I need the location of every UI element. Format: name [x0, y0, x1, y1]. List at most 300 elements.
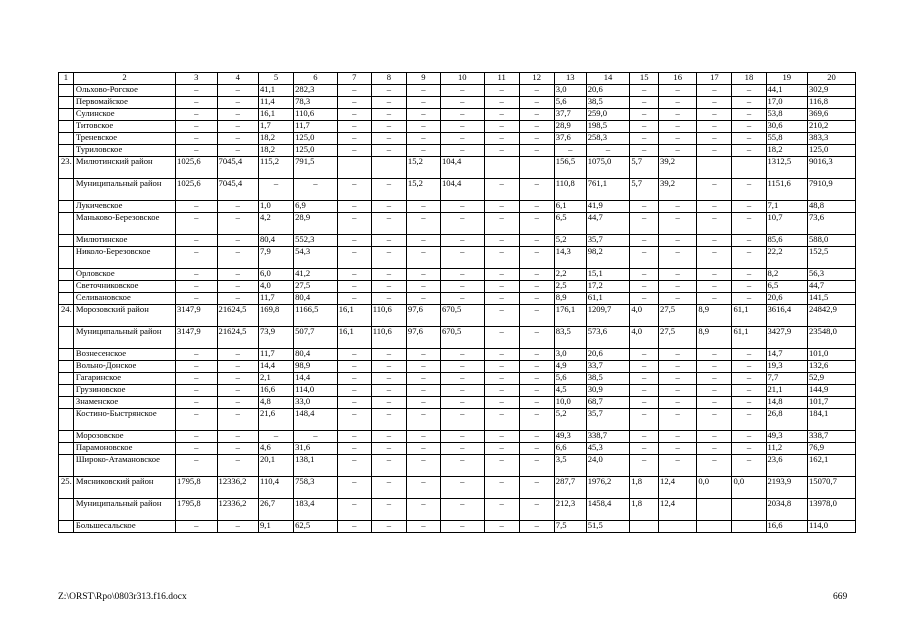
table-row: [59, 397, 856, 409]
value-cell: –: [371, 235, 406, 247]
value-cell: –: [484, 247, 519, 269]
value-cell: –: [697, 201, 732, 213]
value-cell: –: [440, 477, 484, 499]
column-number-15: 15: [630, 73, 659, 85]
value-cell: 1,7: [259, 121, 294, 133]
column-number-7: 7: [337, 73, 371, 85]
value-cell: –: [732, 97, 766, 109]
value-cell: –: [697, 121, 732, 133]
value-cell: [371, 157, 406, 179]
value-cell: 7,7: [766, 373, 807, 385]
value-cell: 44,7: [807, 281, 855, 293]
value-cell: –: [176, 409, 217, 431]
value-cell: –: [732, 361, 766, 373]
value-cell: 54,3: [294, 247, 338, 269]
value-cell: –: [176, 521, 217, 533]
column-number-19: 19: [766, 73, 807, 85]
table-row: [59, 327, 856, 349]
column-number-6: 6: [294, 73, 338, 85]
table-row: [59, 499, 856, 521]
value-cell: –: [371, 455, 406, 477]
row-number-cell: [59, 361, 74, 373]
value-cell: –: [176, 349, 217, 361]
value-cell: 670,5: [440, 327, 484, 349]
value-cell: 7,5: [554, 521, 586, 533]
value-cell: 3427,9: [766, 327, 807, 349]
value-cell: 28,9: [294, 213, 338, 235]
value-cell: 28,9: [554, 121, 586, 133]
table-row: [59, 213, 856, 235]
value-cell: –: [176, 373, 217, 385]
value-cell: –: [337, 85, 371, 97]
value-cell: –: [406, 269, 440, 281]
value-cell: 52,9: [807, 373, 855, 385]
value-cell: –: [484, 443, 519, 455]
row-number-cell: [59, 145, 74, 157]
value-cell: 110,6: [294, 109, 338, 121]
value-cell: 125,0: [294, 145, 338, 157]
value-cell: –: [697, 373, 732, 385]
value-cell: 37,7: [554, 109, 586, 121]
value-cell: 14,4: [294, 373, 338, 385]
value-cell: 26,7: [259, 499, 294, 521]
value-cell: 21,6: [259, 409, 294, 431]
value-cell: –: [337, 201, 371, 213]
value-cell: –: [337, 293, 371, 305]
value-cell: –: [371, 247, 406, 269]
value-cell: –: [371, 397, 406, 409]
value-cell: –: [406, 293, 440, 305]
value-cell: –: [659, 281, 697, 293]
value-cell: –: [484, 133, 519, 145]
value-cell: –: [519, 293, 554, 305]
value-cell: –: [519, 109, 554, 121]
value-cell: 369,6: [807, 109, 855, 121]
table-row: [59, 521, 856, 533]
value-cell: –: [217, 431, 258, 443]
value-cell: 552,3: [294, 235, 338, 247]
table-row: [59, 97, 856, 109]
value-cell: 10,7: [766, 213, 807, 235]
value-cell: 83,5: [554, 327, 586, 349]
value-cell: –: [217, 121, 258, 133]
value-cell: –: [484, 385, 519, 397]
value-cell: 80,4: [259, 235, 294, 247]
value-cell: –: [519, 235, 554, 247]
value-cell: 20,1: [259, 455, 294, 477]
value-cell: –: [732, 201, 766, 213]
value-cell: –: [406, 247, 440, 269]
value-cell: –: [484, 109, 519, 121]
territory-name-cell: Муниципальный район: [73, 327, 175, 349]
value-cell: 259,0: [586, 109, 630, 121]
territory-name-cell: Титовское: [73, 121, 175, 133]
table-row: [59, 201, 856, 213]
value-cell: 41,1: [259, 85, 294, 97]
value-cell: –: [176, 269, 217, 281]
value-cell: 2,1: [259, 373, 294, 385]
value-cell: –: [217, 145, 258, 157]
value-cell: –: [176, 201, 217, 213]
value-cell: –: [440, 443, 484, 455]
value-cell: –: [440, 293, 484, 305]
value-cell: –: [630, 85, 659, 97]
value-cell: 18,2: [259, 145, 294, 157]
value-cell: –: [406, 213, 440, 235]
value-cell: –: [697, 247, 732, 269]
value-cell: 4,5: [554, 385, 586, 397]
value-cell: [732, 521, 766, 533]
value-cell: –: [217, 281, 258, 293]
value-cell: 169,8: [259, 305, 294, 327]
column-number-4: 4: [217, 73, 258, 85]
value-cell: 53,8: [766, 109, 807, 121]
value-cell: –: [484, 281, 519, 293]
value-cell: –: [337, 443, 371, 455]
column-number-17: 17: [697, 73, 732, 85]
value-cell: 1075,0: [586, 157, 630, 179]
value-cell: –: [406, 521, 440, 533]
row-number-cell: [59, 133, 74, 145]
value-cell: 23548,0: [807, 327, 855, 349]
value-cell: –: [732, 293, 766, 305]
row-number-cell: [59, 409, 74, 431]
value-cell: –: [440, 269, 484, 281]
value-cell: –: [630, 201, 659, 213]
value-cell: 1458,4: [586, 499, 630, 521]
territory-name-cell: Широко-Атамановское: [73, 455, 175, 477]
value-cell: –: [371, 269, 406, 281]
value-cell: –: [519, 521, 554, 533]
value-cell: –: [406, 397, 440, 409]
value-cell: 11,2: [766, 443, 807, 455]
value-cell: 51,5: [586, 521, 630, 533]
value-cell: –: [519, 361, 554, 373]
row-number-cell: [59, 443, 74, 455]
value-cell: –: [697, 269, 732, 281]
data-table: [58, 72, 856, 533]
value-cell: –: [630, 443, 659, 455]
value-cell: –: [519, 477, 554, 499]
value-cell: –: [440, 361, 484, 373]
value-cell: 11,7: [259, 349, 294, 361]
value-cell: 1151,6: [766, 179, 807, 201]
value-cell: 4,2: [259, 213, 294, 235]
value-cell: –: [217, 455, 258, 477]
value-cell: –: [406, 97, 440, 109]
value-cell: –: [176, 281, 217, 293]
value-cell: 114,0: [294, 385, 338, 397]
value-cell: –: [697, 361, 732, 373]
value-cell: 39,2: [659, 179, 697, 201]
value-cell: –: [371, 201, 406, 213]
value-cell: –: [406, 281, 440, 293]
value-cell: [337, 157, 371, 179]
column-number-9: 9: [406, 73, 440, 85]
value-cell: –: [519, 443, 554, 455]
value-cell: –: [697, 385, 732, 397]
value-cell: 12,4: [659, 477, 697, 499]
column-number-11: 11: [484, 73, 519, 85]
value-cell: –: [732, 269, 766, 281]
value-cell: 1795,8: [176, 477, 217, 499]
value-cell: –: [484, 213, 519, 235]
value-cell: 35,7: [586, 409, 630, 431]
value-cell: –: [697, 349, 732, 361]
value-cell: 97,6: [406, 305, 440, 327]
value-cell: –: [659, 85, 697, 97]
value-cell: 41,9: [586, 201, 630, 213]
value-cell: –: [371, 121, 406, 133]
row-number-cell: [59, 281, 74, 293]
value-cell: 12336,2: [217, 499, 258, 521]
value-cell: 141,5: [807, 293, 855, 305]
value-cell: –: [554, 145, 586, 157]
value-cell: –: [337, 499, 371, 521]
value-cell: –: [630, 247, 659, 269]
table-row: [59, 455, 856, 477]
value-cell: –: [371, 477, 406, 499]
value-cell: 758,3: [294, 477, 338, 499]
column-number-10: 10: [440, 73, 484, 85]
value-cell: –: [630, 409, 659, 431]
table-row: [59, 443, 856, 455]
value-cell: 19,3: [766, 361, 807, 373]
row-number-cell: [59, 179, 74, 201]
value-cell: –: [519, 121, 554, 133]
row-number-cell: [59, 201, 74, 213]
value-cell: –: [659, 121, 697, 133]
value-cell: –: [440, 521, 484, 533]
value-cell: 4,0: [259, 281, 294, 293]
value-cell: –: [176, 109, 217, 121]
value-cell: –: [732, 247, 766, 269]
table-row: [59, 293, 856, 305]
value-cell: 0,0: [697, 477, 732, 499]
value-cell: –: [371, 521, 406, 533]
value-cell: –: [440, 409, 484, 431]
value-cell: –: [337, 213, 371, 235]
value-cell: 8,9: [554, 293, 586, 305]
value-cell: –: [337, 121, 371, 133]
value-cell: 138,1: [294, 455, 338, 477]
value-cell: 4,6: [259, 443, 294, 455]
territory-name-cell: Треневское: [73, 133, 175, 145]
value-cell: –: [406, 121, 440, 133]
value-cell: 588,0: [807, 235, 855, 247]
value-cell: –: [732, 349, 766, 361]
value-cell: –: [630, 281, 659, 293]
value-cell: –: [217, 269, 258, 281]
value-cell: –: [519, 281, 554, 293]
value-cell: –: [337, 133, 371, 145]
value-cell: 5,2: [554, 235, 586, 247]
value-cell: –: [659, 213, 697, 235]
row-number-cell: [59, 97, 74, 109]
value-cell: [484, 157, 519, 179]
territory-name-cell: Гагаринское: [73, 373, 175, 385]
column-number-14: 14: [586, 73, 630, 85]
column-number-5: 5: [259, 73, 294, 85]
value-cell: –: [659, 247, 697, 269]
value-cell: –: [371, 109, 406, 121]
footer-file-path: Z:\ORST\Rpo\0803r313.f16.docx: [58, 592, 187, 602]
value-cell: 7,9: [259, 247, 294, 269]
value-cell: 97,6: [406, 327, 440, 349]
value-cell: –: [406, 85, 440, 97]
value-cell: 1,0: [259, 201, 294, 213]
value-cell: –: [440, 349, 484, 361]
value-cell: –: [440, 121, 484, 133]
value-cell: –: [659, 269, 697, 281]
territory-name-cell: Маньково-Березовское: [73, 213, 175, 235]
column-number-20: 20: [807, 73, 855, 85]
value-cell: 20,6: [586, 85, 630, 97]
value-cell: 125,0: [294, 133, 338, 145]
value-cell: 6,9: [294, 201, 338, 213]
value-cell: 7045,4: [217, 179, 258, 201]
territory-name-cell: Грузиновское: [73, 385, 175, 397]
value-cell: 1795,8: [176, 499, 217, 521]
value-cell: 61,1: [732, 305, 766, 327]
value-cell: –: [630, 133, 659, 145]
value-cell: –: [519, 247, 554, 269]
value-cell: 132,6: [807, 361, 855, 373]
value-cell: –: [519, 97, 554, 109]
value-cell: –: [630, 361, 659, 373]
value-cell: –: [371, 499, 406, 521]
value-cell: –: [176, 455, 217, 477]
value-cell: 11,7: [259, 293, 294, 305]
value-cell: –: [259, 179, 294, 201]
value-cell: 8,9: [697, 327, 732, 349]
value-cell: 5,7: [630, 157, 659, 179]
value-cell: –: [697, 443, 732, 455]
value-cell: 5,2: [554, 409, 586, 431]
table-header-row: [59, 73, 856, 85]
value-cell: 17,2: [586, 281, 630, 293]
value-cell: –: [659, 201, 697, 213]
value-cell: 184,1: [807, 409, 855, 431]
value-cell: 6,1: [554, 201, 586, 213]
value-cell: –: [176, 97, 217, 109]
value-cell: –: [732, 385, 766, 397]
value-cell: 507,7: [294, 327, 338, 349]
value-cell: –: [659, 293, 697, 305]
row-number-cell: [59, 349, 74, 361]
value-cell: –: [217, 385, 258, 397]
value-cell: 15070,7: [807, 477, 855, 499]
value-cell: –: [406, 235, 440, 247]
value-cell: –: [630, 269, 659, 281]
column-number-2: 2: [73, 73, 175, 85]
table-row: [59, 121, 856, 133]
value-cell: –: [371, 97, 406, 109]
value-cell: –: [406, 373, 440, 385]
value-cell: 16,6: [766, 521, 807, 533]
value-cell: 5,6: [554, 373, 586, 385]
value-cell: 115,2: [259, 157, 294, 179]
value-cell: 30,6: [766, 121, 807, 133]
value-cell: –: [337, 247, 371, 269]
value-cell: –: [484, 121, 519, 133]
table-row: [59, 305, 856, 327]
value-cell: [732, 499, 766, 521]
territory-name-cell: Первомайское: [73, 97, 175, 109]
territory-name-cell: Лукичевское: [73, 201, 175, 213]
value-cell: –: [697, 293, 732, 305]
table-row: [59, 281, 856, 293]
value-cell: –: [217, 349, 258, 361]
row-number-cell: [59, 109, 74, 121]
value-cell: 10,0: [554, 397, 586, 409]
value-cell: 761,1: [586, 179, 630, 201]
table-row: [59, 109, 856, 121]
row-number-cell: [59, 247, 74, 269]
value-cell: –: [176, 443, 217, 455]
value-cell: –: [630, 109, 659, 121]
value-cell: 18,2: [259, 133, 294, 145]
value-cell: –: [406, 443, 440, 455]
column-number-1: 1: [59, 73, 74, 85]
value-cell: –: [217, 109, 258, 121]
value-cell: –: [697, 109, 732, 121]
value-cell: –: [337, 431, 371, 443]
value-cell: –: [337, 349, 371, 361]
value-cell: –: [371, 361, 406, 373]
value-cell: 144,9: [807, 385, 855, 397]
value-cell: –: [176, 293, 217, 305]
value-cell: 38,5: [586, 373, 630, 385]
territory-name-cell: Костино-Быстрянское: [73, 409, 175, 431]
value-cell: –: [659, 133, 697, 145]
value-cell: –: [484, 521, 519, 533]
value-cell: –: [484, 349, 519, 361]
value-cell: 98,9: [294, 361, 338, 373]
value-cell: –: [406, 201, 440, 213]
value-cell: –: [440, 145, 484, 157]
value-cell: 16,1: [337, 305, 371, 327]
value-cell: 104,4: [440, 179, 484, 201]
value-cell: 41,2: [294, 269, 338, 281]
value-cell: 101,7: [807, 397, 855, 409]
value-cell: –: [519, 499, 554, 521]
value-cell: [697, 521, 732, 533]
value-cell: –: [406, 455, 440, 477]
value-cell: 6,0: [259, 269, 294, 281]
value-cell: 8,2: [766, 269, 807, 281]
territory-name-cell: Морозовское: [73, 431, 175, 443]
value-cell: 1166,5: [294, 305, 338, 327]
row-number-cell: [59, 373, 74, 385]
value-cell: 198,5: [586, 121, 630, 133]
table-row: [59, 477, 856, 499]
territory-name-cell: Светочниковское: [73, 281, 175, 293]
table-row: [59, 349, 856, 361]
value-cell: 287,7: [554, 477, 586, 499]
value-cell: 49,3: [554, 431, 586, 443]
value-cell: –: [406, 109, 440, 121]
value-cell: –: [732, 397, 766, 409]
value-cell: –: [371, 179, 406, 201]
value-cell: –: [440, 201, 484, 213]
value-cell: –: [371, 133, 406, 145]
value-cell: 24842,9: [807, 305, 855, 327]
value-cell: 110,6: [371, 305, 406, 327]
value-cell: 4,0: [630, 305, 659, 327]
table-row: [59, 133, 856, 145]
value-cell: –: [697, 85, 732, 97]
